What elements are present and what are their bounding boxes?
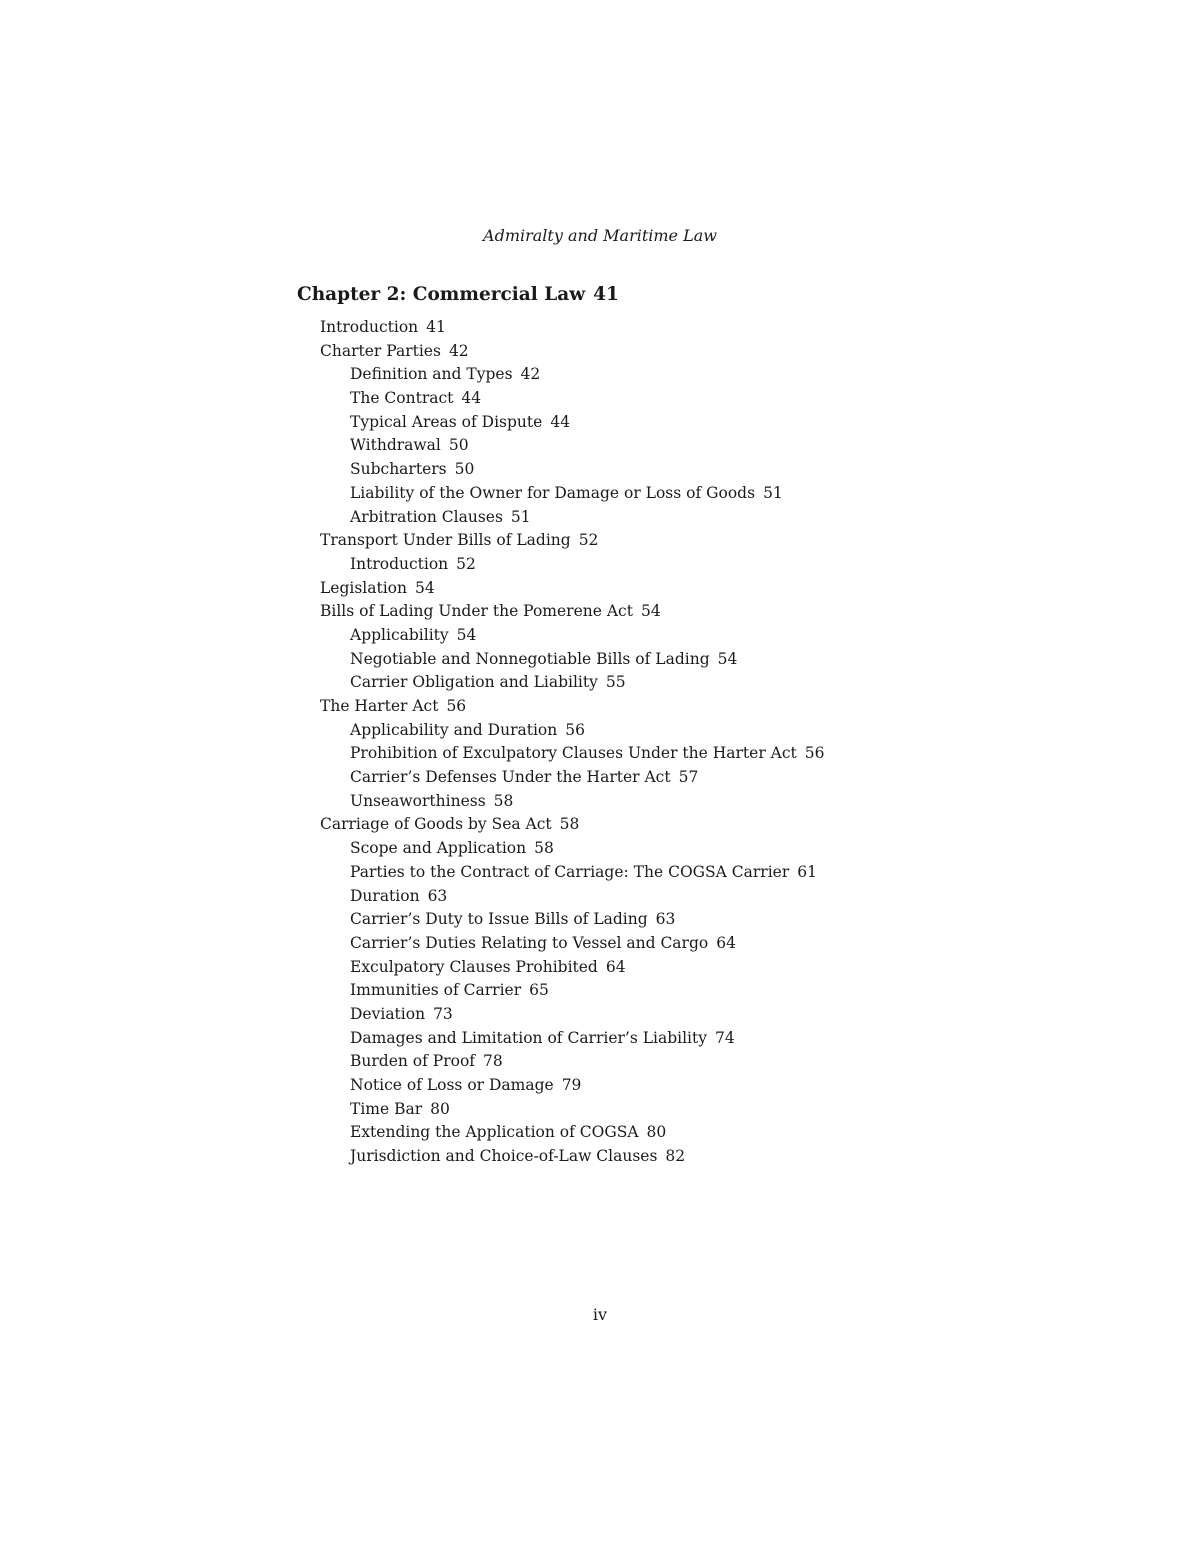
toc-entry — [320, 316, 825, 340]
toc-entry-title: Arbitration Clauses — [350, 507, 503, 526]
toc-subentry — [320, 411, 825, 435]
toc-entry-title: Liability of the Owner for Damage or Loss of Goods — [350, 483, 756, 502]
toc-subentry — [320, 1074, 825, 1098]
toc-entry-page-number: 58 — [559, 815, 580, 834]
toc-entry-title: The Contract — [350, 389, 454, 408]
toc-entry-page-number: 63 — [655, 910, 676, 929]
toc-entry-page-number: 58 — [534, 839, 554, 858]
toc-entry — [320, 577, 825, 601]
toc-subentry — [320, 885, 825, 909]
toc-subentry — [320, 908, 825, 932]
toc-subentry — [320, 1050, 825, 1074]
toc-entry-title: Withdrawal — [350, 436, 441, 455]
running-head: Admiralty and Maritime Law — [483, 226, 717, 245]
toc-entry-title: Introduction — [350, 554, 449, 573]
toc-subentry — [320, 482, 825, 506]
toc-entry — [320, 600, 825, 624]
toc-entry-page-number: 54 — [415, 578, 435, 597]
toc-subentry — [320, 434, 825, 458]
toc-entry-title: Notice of Loss or Damage — [350, 1076, 554, 1094]
toc-entry-title: Exculpatory Clauses Prohibited — [350, 957, 598, 976]
toc-entry-title: Carrier Obligation and Liability — [350, 673, 598, 692]
page-folio: iv — [592, 1305, 608, 1324]
toc-entry-page-number: 64 — [605, 957, 626, 976]
toc-entry-page-number: 56 — [804, 744, 825, 763]
toc-entry-page-number: 63 — [427, 886, 448, 905]
table-of-contents — [320, 316, 825, 1169]
toc-entry-title: Carrier’s Duties Relating to Vessel and Cargo — [350, 933, 709, 952]
toc-entry — [320, 813, 825, 837]
toc-entry-title: Time Bar — [350, 1099, 423, 1118]
toc-subentry — [320, 1027, 825, 1051]
toc-entry-title: Damages and Limitation of Carrier’s Liability — [350, 1028, 707, 1047]
toc-subentry — [320, 363, 825, 387]
toc-entry-page-number: 54 — [717, 649, 738, 668]
toc-entry-page-number: 44 — [550, 412, 571, 431]
toc-subentry — [320, 790, 825, 814]
toc-subentry — [320, 1098, 825, 1122]
toc-entry-page-number: 41 — [426, 318, 446, 336]
toc-subentry — [320, 766, 825, 790]
toc-entry-page-number: 65 — [529, 981, 549, 1000]
toc-entry-page-number: 79 — [561, 1076, 582, 1094]
toc-entry-title: Bills of Lading Under the Pomerene Act — [320, 602, 633, 621]
toc-entry-page-number: 50 — [454, 460, 475, 479]
toc-entry-title: Definition and Types — [350, 365, 513, 384]
toc-entry-title: Carrier’s Defenses Under the Harter Act — [350, 768, 671, 787]
toc-subentry — [320, 387, 825, 411]
toc-entry-page-number: 64 — [716, 933, 736, 952]
toc-entry-page-number: 73 — [433, 1004, 453, 1023]
toc-entry-title: Jurisdiction and Choice-of-Law Clauses — [350, 1147, 658, 1166]
toc-entry-title: Legislation — [320, 578, 407, 597]
toc-subentry — [320, 1145, 825, 1169]
toc-entry-title: Immunities of Carrier — [350, 981, 522, 1000]
toc-entry-title: Typical Areas of Dispute — [350, 412, 543, 431]
toc-entry-title: Extending the Application of COGSA — [350, 1123, 639, 1142]
toc-entry-page-number: 56 — [446, 697, 467, 715]
toc-subentry — [320, 506, 825, 530]
toc-subentry — [320, 458, 825, 482]
toc-entry-title: Negotiable and Nonnegotiable Bills of Lading — [350, 649, 710, 668]
toc-entry-page-number: 80 — [430, 1099, 450, 1118]
toc-entry-page-number: 42 — [448, 341, 469, 360]
toc-subentry — [320, 932, 825, 956]
toc-entry-title: Parties to the Contract of Carriage: The COGSA Carrier — [350, 862, 790, 881]
toc-entry-page-number: 58 — [493, 791, 514, 810]
toc-entry-title: Duration — [350, 886, 420, 905]
toc-entry-title: Applicability — [350, 625, 449, 644]
toc-entry-title: Subcharters — [350, 460, 447, 479]
toc-entry-page-number: 78 — [483, 1052, 503, 1071]
toc-entry — [320, 529, 825, 553]
toc-entry-page-number: 50 — [448, 436, 469, 455]
toc-entry-title: Charter Parties — [320, 341, 441, 360]
toc-entry-page-number: 61 — [797, 862, 817, 881]
toc-entry-title: The Harter Act — [320, 697, 439, 715]
toc-entry-page-number: 44 — [461, 389, 482, 408]
toc-entry-page-number: 82 — [665, 1147, 686, 1166]
toc-entry-page-number: 51 — [510, 507, 531, 526]
toc-entry-title: Deviation — [350, 1004, 426, 1023]
toc-entry-title: Applicability and Duration — [350, 720, 558, 739]
toc-entry-page-number: 56 — [565, 720, 585, 739]
toc-subentry — [320, 1121, 825, 1145]
toc-subentry — [320, 742, 825, 766]
toc-entry-title: Introduction — [320, 318, 419, 336]
toc-entry-page-number: 57 — [678, 768, 699, 787]
toc-subentry — [320, 553, 825, 577]
toc-entry-page-number: 42 — [520, 365, 541, 384]
toc-subentry — [320, 1003, 825, 1027]
toc-subentry — [320, 979, 825, 1003]
toc-entry-title: Carrier’s Duty to Issue Bills of Lading — [350, 910, 648, 929]
toc-subentry — [320, 861, 825, 885]
toc-entry-page-number: 51 — [763, 483, 783, 502]
toc-entry-page-number: 52 — [456, 554, 476, 573]
toc-entry-title: Prohibition of Exculpatory Clauses Under the Harter Act — [350, 744, 797, 763]
toc-subentry — [320, 956, 825, 980]
toc-subentry — [320, 837, 825, 861]
chapter-page-number: 41 — [593, 284, 619, 305]
toc-subentry — [320, 671, 825, 695]
chapter-title: Chapter 2: Commercial Law — [297, 284, 586, 305]
toc-entry-title: Burden of Proof — [350, 1052, 476, 1071]
toc-entry-page-number: 55 — [605, 673, 626, 692]
toc-entry — [320, 695, 825, 719]
toc-entry — [320, 340, 825, 364]
toc-entry-title: Carriage of Goods by Sea Act — [320, 815, 552, 834]
toc-entry-page-number: 74 — [715, 1028, 735, 1047]
toc-subentry — [320, 624, 825, 648]
toc-entry-title: Unseaworthiness — [350, 791, 486, 810]
toc-entry-title: Scope and Application — [350, 839, 527, 858]
chapter-heading — [297, 284, 619, 305]
toc-subentry — [320, 648, 825, 672]
toc-entry-page-number: 80 — [646, 1123, 667, 1142]
toc-subentry — [320, 719, 825, 743]
toc-entry-title: Transport Under Bills of Lading — [320, 531, 571, 550]
toc-entry-page-number: 52 — [578, 531, 599, 550]
toc-entry-page-number: 54 — [640, 602, 661, 621]
toc-entry-page-number: 54 — [456, 625, 477, 644]
